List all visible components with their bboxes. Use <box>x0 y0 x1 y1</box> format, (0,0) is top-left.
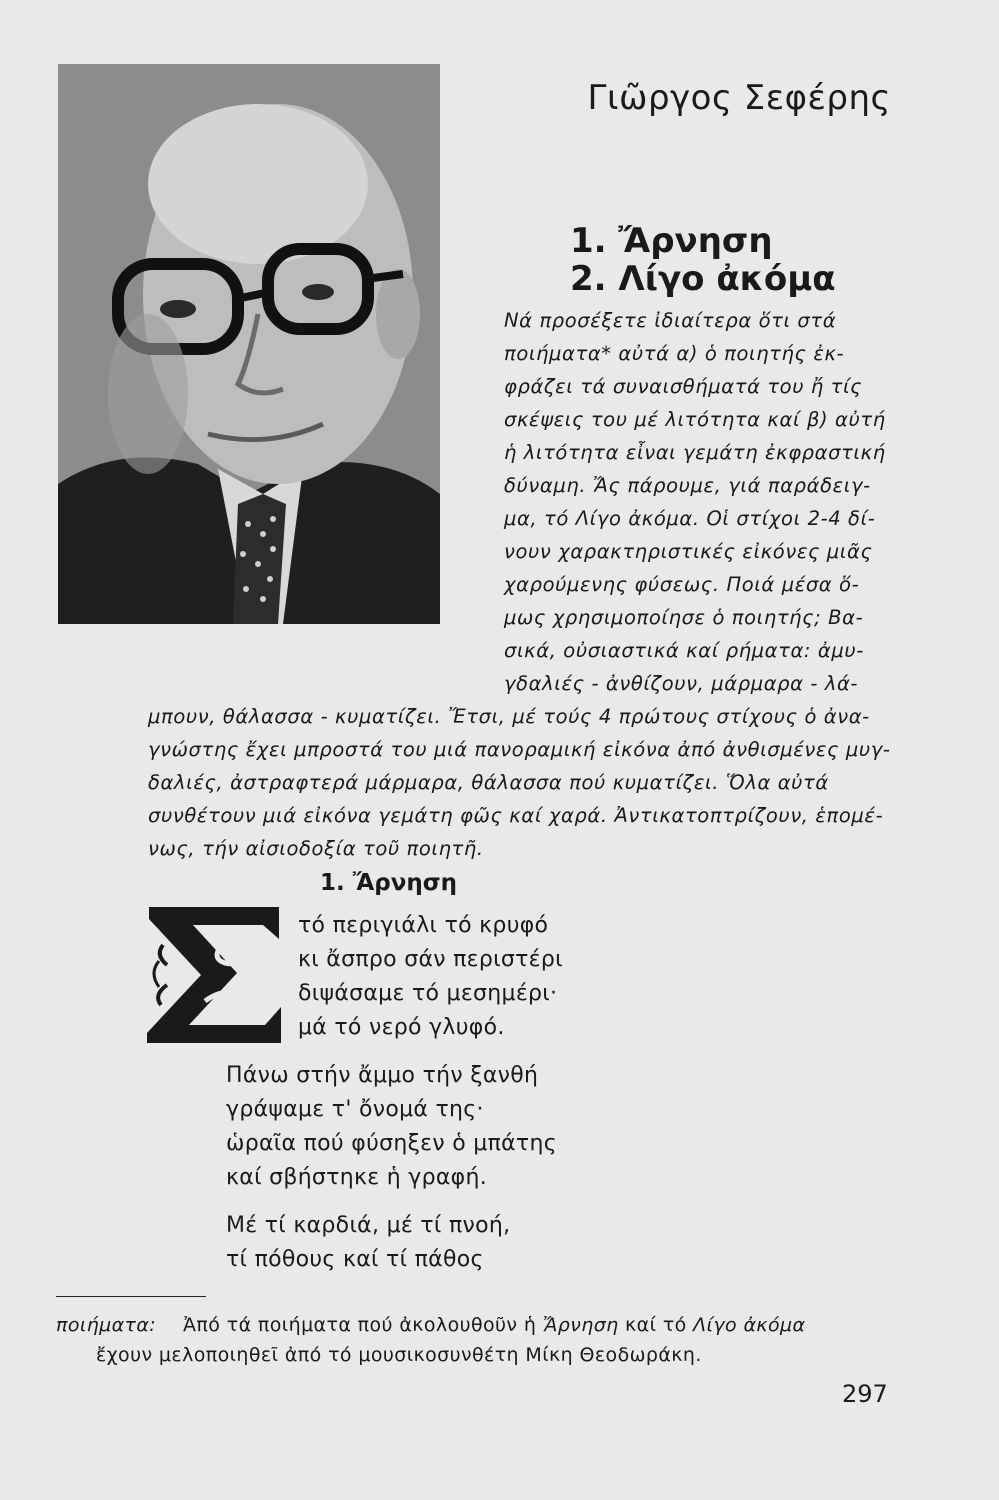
intro-line: χαρούμενης φύσεως. Ποιά μέσα ὅ- <box>504 573 860 596</box>
poem-title: 1. Ἄρνηση <box>320 870 458 896</box>
footnote-line-1 <box>56 1314 805 1336</box>
footnote-text: Ἀπό τά ποιήματα πού ἀκολουθοῦν ἡ <box>183 1314 537 1336</box>
intro-line: νως, τήν αἰσιοδοξία τοῦ ποιητῆ. <box>148 837 484 860</box>
poem-line: Πάνω στήν ἄμμο τήν ξανθή <box>226 1063 539 1088</box>
intro-line: δαλιές, ἀστραφτερά μάρμαρα, θάλασσα πού κυματίζει. Ὅλα αὐτά <box>148 771 829 794</box>
section-titles <box>570 222 836 298</box>
intro-line: σικά, οὐσιαστικά καί ρήματα: ἀμυ- <box>504 639 864 662</box>
ornamental-sigma-dropcap <box>145 905 285 1045</box>
poem-line: τό περιγιάλι τό κρυφό <box>298 913 549 938</box>
poem-line: ὡραῖα πού φύσηξεν ὁ μπάτης <box>226 1131 557 1156</box>
poem-line: κι ἄσπρο σάν περιστέρι <box>298 947 563 972</box>
page-number: 297 <box>842 1380 888 1408</box>
footnote-title-arnisi: Ἄρνηση <box>542 1314 619 1336</box>
author-name: Γιῶργος Σεφέρης <box>587 78 891 118</box>
intro-line: μπουν, θάλασσα - κυματίζει. Ἔτσι, μέ τούς 4 πρώτους στίχους ὁ ἀνα- <box>148 705 870 728</box>
footnote-title-ligo-akoma: Λίγο ἀκόμα <box>693 1314 806 1336</box>
intro-line: δύναμη. Ἄς πάρουμε, γιά παράδειγ- <box>504 474 871 497</box>
footnote-divider <box>56 1296 206 1297</box>
poem-line: καί σβήστηκε ἡ γραφή. <box>226 1165 487 1190</box>
title-ligo-akoma: 2. Λίγο ἀκόμα <box>570 259 836 299</box>
intro-line: συνθέτουν μιά εἰκόνα γεμάτη φῶς καί χαρά. Ἀντικατοπτρίζουν, ἑπομέ- <box>148 804 884 827</box>
poem-line: γράψαμε τ' ὄνομά της· <box>226 1097 484 1122</box>
intro-line: σκέψεις του μέ λιτότητα καί β) αὐτή <box>504 408 886 431</box>
title-arnisi: 1. Ἄρνηση <box>570 221 773 261</box>
intro-line: γνώστης ἔχει μπροστά του μιά πανοραμική εἰκόνα ἀπό ἀνθισμένες μυγ- <box>148 738 891 761</box>
poem-line: τί πόθους καί τί πάθος <box>226 1247 484 1272</box>
intro-line: ἡ λιτότητα εἶναι γεμάτη ἐκφραστική <box>504 441 886 464</box>
author-portrait <box>58 64 440 624</box>
poem-line: μά τό νερό γλυφό. <box>298 1015 505 1040</box>
intro-line: μως χρησιμοποίησε ὁ ποιητής; Βα- <box>504 606 864 629</box>
intro-line: Νά προσέξετε ἰδιαίτερα ὅτι στά <box>504 309 837 332</box>
intro-line: γδαλιές - ἀνθίζουν, μάρμαρα - λά- <box>504 672 859 695</box>
intro-line: ποιήματα* αὐτά α) ὁ ποιητής ἐκ- <box>504 342 845 365</box>
poem-line: Μέ τί καρδιά, μέ τί πνοή, <box>226 1213 511 1238</box>
footnote-text-and: καί τό <box>625 1314 687 1336</box>
intro-line: νουν χαρακτηριστικές εἰκόνες μιᾶς <box>504 540 873 563</box>
intro-line: μα, τό Λίγο ἀκόμα. Οἱ στίχοι 2-4 δί- <box>504 507 876 530</box>
poem-line: διψάσαμε τό μεσημέρι· <box>298 981 558 1006</box>
intro-line: φράζει τά συναισθήματά του ἤ τίς <box>504 375 863 398</box>
footnote-label: ποιήματα: <box>56 1314 157 1336</box>
footnote-line-2: ἔχουν μελοποιηθεῖ ἀπό τό μουσικοσυνθέτη Μίκη Θεοδωράκη. <box>96 1344 702 1366</box>
